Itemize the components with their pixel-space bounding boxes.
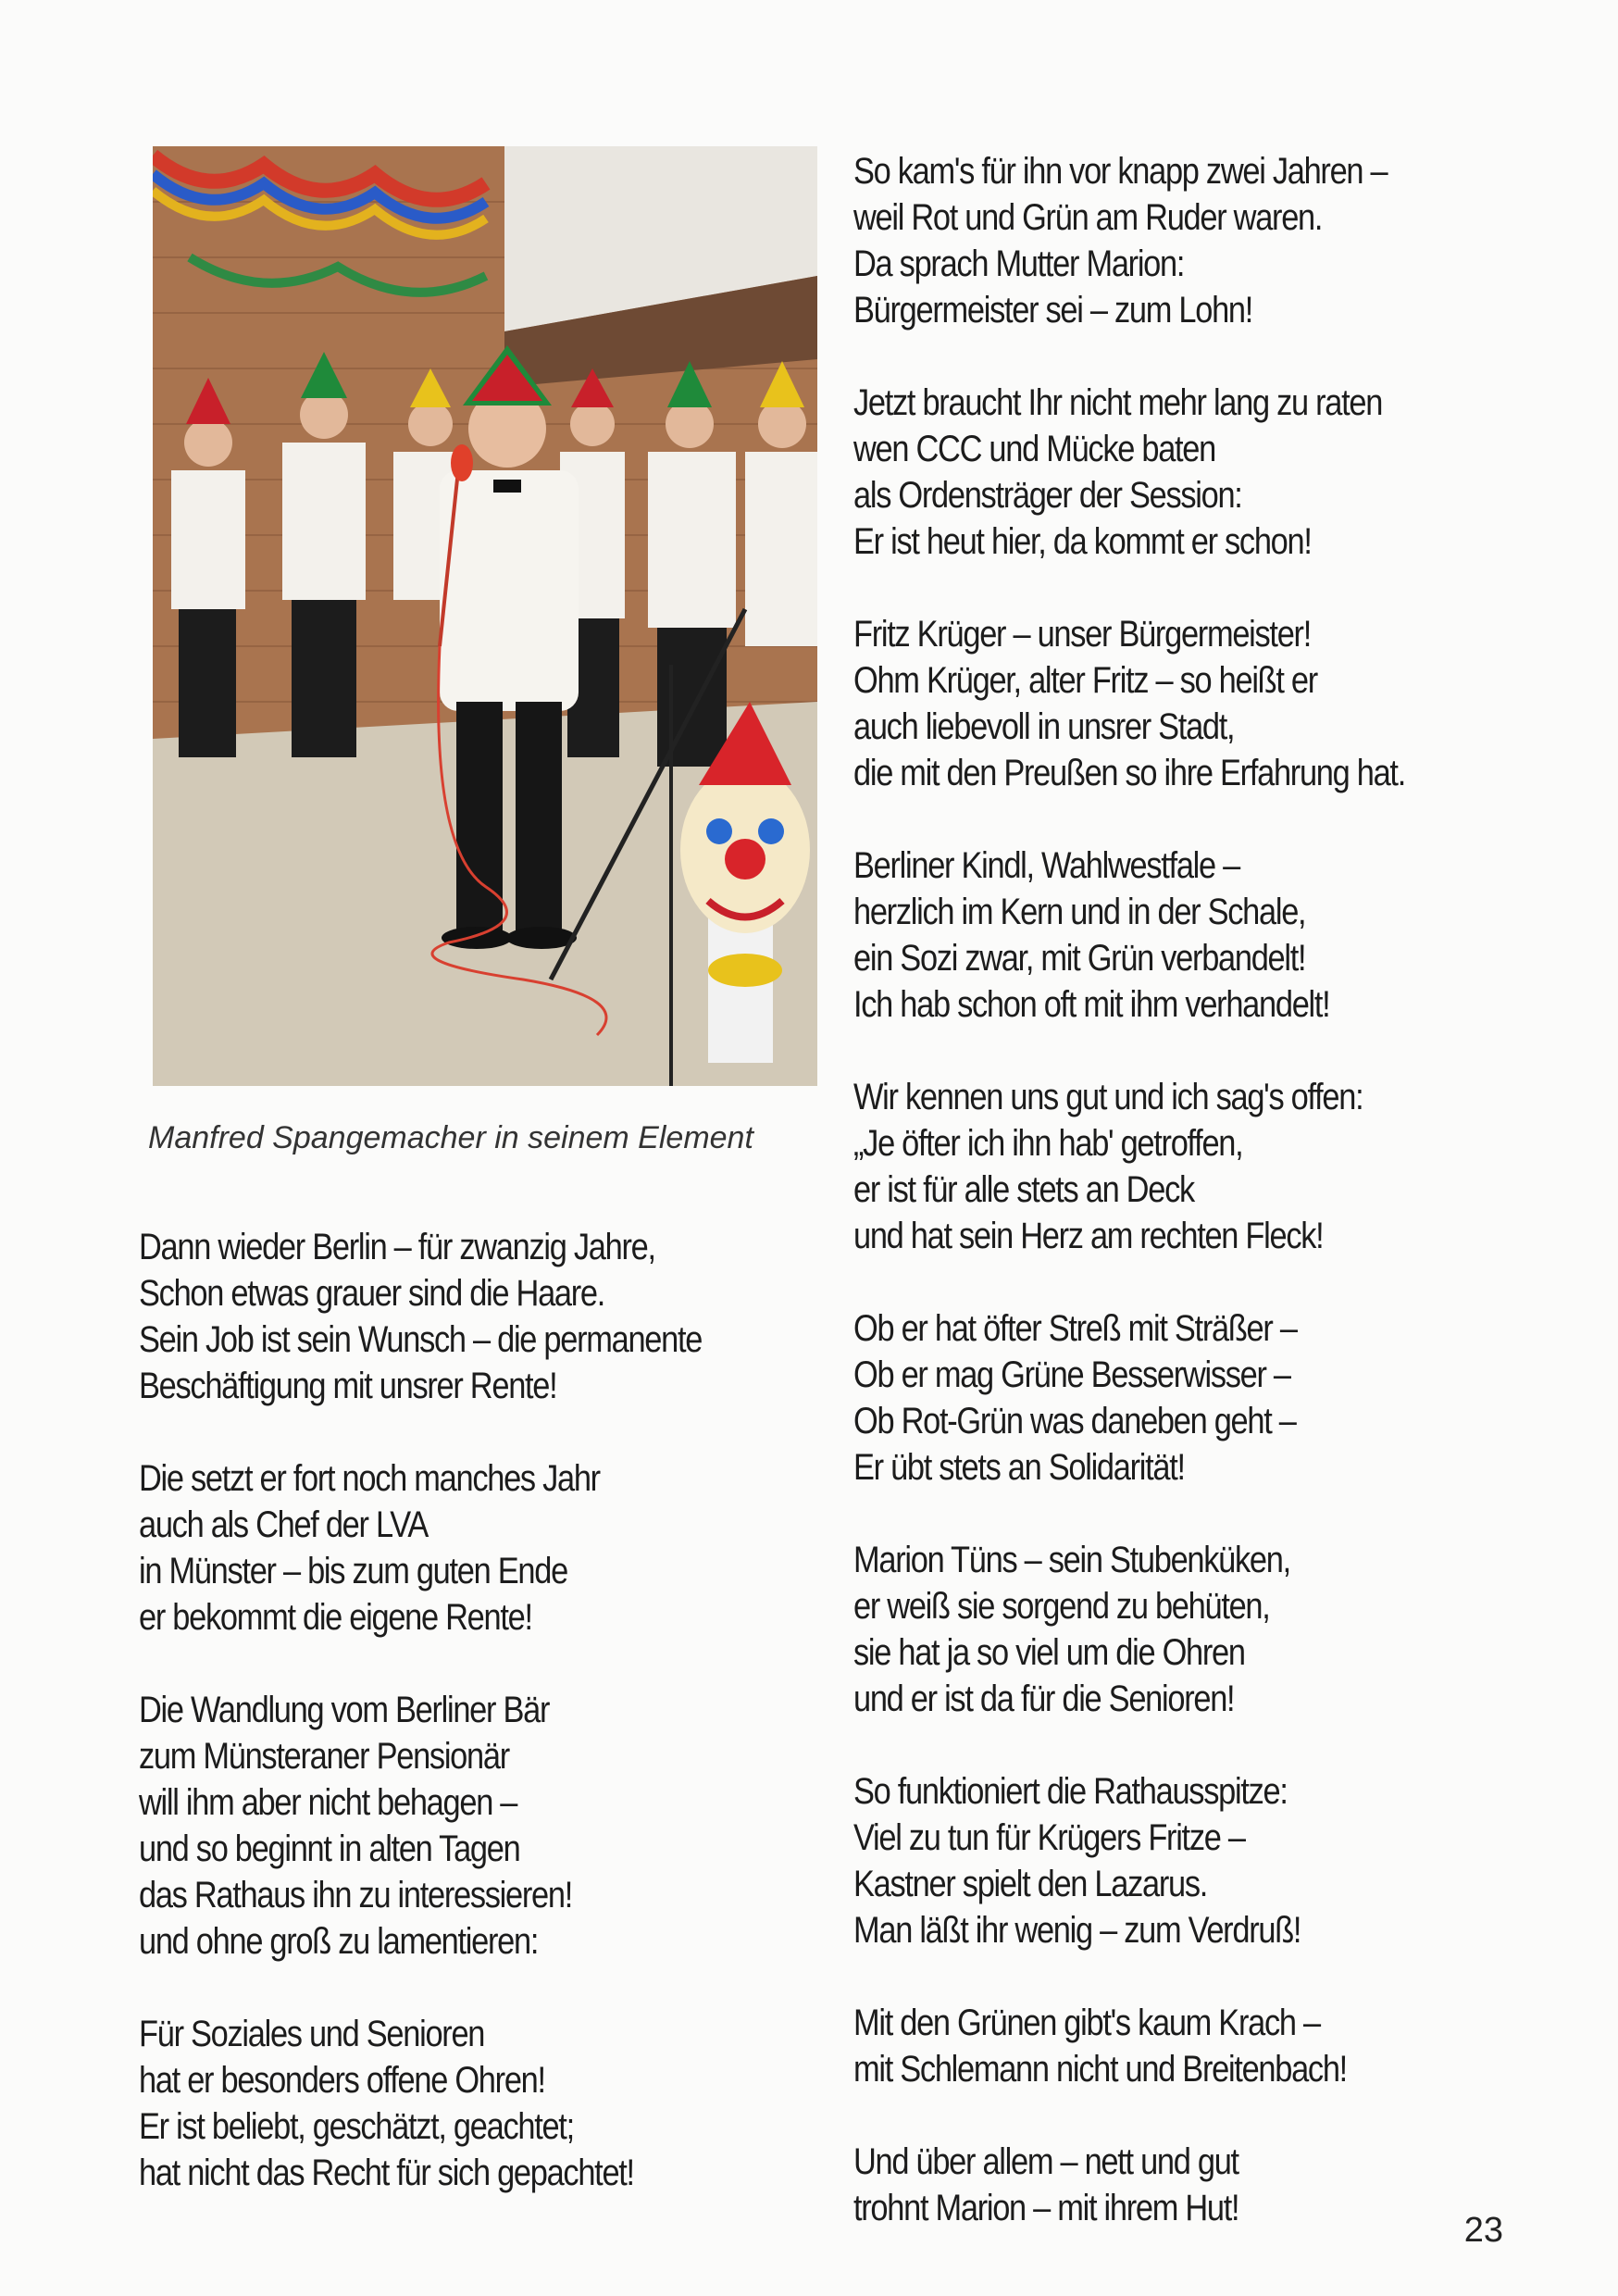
verse-line: er ist für alle stets an Deck <box>853 1169 1194 1210</box>
verse-line: das Rathaus ihn zu interessieren! <box>139 1875 572 1915</box>
stanza <box>853 1305 1557 1491</box>
verse-line: Ich hab schon oft mit ihm verhandelt! <box>853 984 1330 1025</box>
poem-left-column <box>139 1224 815 2242</box>
verse-line: Die setzt er fort noch manches Jahr <box>139 1458 600 1499</box>
stanza <box>853 148 1557 333</box>
verse-line: Er ist heut hier, da kommt er schon! <box>853 521 1312 562</box>
verse-line: in Münster – bis zum guten Ende <box>139 1551 567 1591</box>
verse-line: Die Wandlung vom Berliner Bär <box>139 1690 550 1730</box>
verse-line: und so beginnt in alten Tagen <box>139 1828 520 1869</box>
verse-line: ein Sozi zwar, mit Grün verbandelt! <box>853 938 1306 979</box>
verse-line: zum Münsteraner Pensionär <box>139 1736 509 1777</box>
verse-line: Da sprach Mutter Marion: <box>853 243 1185 284</box>
verse-line: auch liebevoll in unsrer Stadt, <box>853 706 1235 747</box>
stanza <box>853 380 1557 565</box>
stanza <box>139 1224 815 1409</box>
stanza <box>853 2139 1557 2231</box>
stanza <box>853 611 1557 796</box>
verse-line: er weiß sie sorgend zu behüten, <box>853 1586 1270 1627</box>
verse-line: Bürgermeister sei – zum Lohn! <box>853 290 1253 331</box>
verse-line: weil Rot und Grün am Ruder waren. <box>853 197 1323 238</box>
verse-line: Ohm Krüger, alter Fritz – so heißt er <box>853 660 1317 701</box>
verse-line: hat er besonders offene Ohren! <box>139 2060 545 2101</box>
verse-line: Fritz Krüger – unser Bürgermeister! <box>853 614 1311 655</box>
verse-line: Ob er hat öfter Streß mit Sträßer – <box>853 1308 1297 1349</box>
photo-illustration <box>153 146 817 1086</box>
verse-line: und er ist da für die Senioren! <box>853 1678 1235 1719</box>
verse-line: Mit den Grünen gibt's kaum Krach – <box>853 2003 1320 2043</box>
verse-line: Dann wieder Berlin – für zwanzig Jahre, <box>139 1227 655 1267</box>
verse-line: Ob Rot-Grün was daneben geht – <box>853 1401 1296 1441</box>
verse-line: Viel zu tun für Krügers Fritze – <box>853 1817 1245 1858</box>
verse-line: die mit den Preußen so ihre Erfahrung hat. <box>853 753 1405 793</box>
verse-line: Jetzt braucht Ihr nicht mehr lang zu raten <box>853 382 1383 423</box>
verse-line: hat nicht das Recht für sich gepachtet! <box>139 2152 634 2193</box>
stanza <box>853 1537 1557 1722</box>
verse-line: Schon etwas grauer sind die Haare. <box>139 1273 605 1314</box>
stanza <box>853 842 1557 1028</box>
verse-line: sie hat ja so viel um die Ohren <box>853 1632 1245 1673</box>
verse-line: Ob er mag Grüne Besserwisser – <box>853 1354 1290 1395</box>
verse-line: Beschäftigung mit unsrer Rente! <box>139 1366 557 1406</box>
stanza <box>853 1768 1557 1953</box>
verse-line: und ohne groß zu lamentieren: <box>139 1921 539 1962</box>
verse-line: Marion Tüns – sein Stubenküken, <box>853 1540 1290 1580</box>
verse-line: So kam's für ihn vor knapp zwei Jahren – <box>853 151 1388 192</box>
verse-line: Er übt stets an Solidarität! <box>853 1447 1185 1488</box>
verse-line: So funktioniert die Rathausspitze: <box>853 1771 1288 1812</box>
verse-line: Er ist beliebt, geschätzt, geachtet; <box>139 2106 574 2147</box>
verse-line: Wir kennen uns gut und ich sag's offen: <box>853 1077 1363 1117</box>
verse-line: Und über allem – nett und gut <box>853 2141 1238 2182</box>
verse-line: Berliner Kindl, Wahlwestfale – <box>853 845 1239 886</box>
stanza <box>853 2000 1557 2092</box>
poem-right-column <box>853 148 1557 2277</box>
verse-line: als Ordensträger der Session: <box>853 475 1242 516</box>
verse-line: will ihm aber nicht behagen – <box>139 1782 517 1823</box>
verse-line: Sein Job ist sein Wunsch – die permanente <box>139 1319 703 1360</box>
verse-line: er bekommt die eigene Rente! <box>139 1597 532 1638</box>
verse-line: herzlich im Kern und in der Schale, <box>853 892 1306 932</box>
stanza <box>139 2011 815 2196</box>
photo-caption: Manfred Spangemacher in seinem Element <box>148 1120 753 1155</box>
stanza <box>139 1455 815 1641</box>
verse-line: „Je öfter ich ihn hab' getroffen, <box>853 1123 1243 1164</box>
verse-line: wen CCC und Mücke baten <box>853 429 1215 469</box>
verse-line: auch als Chef der LVA <box>139 1504 429 1545</box>
event-photo <box>153 146 817 1086</box>
verse-line: Kastner spielt den Lazarus. <box>853 1864 1208 1904</box>
verse-line: Man läßt ihr wenig – zum Verdruß! <box>853 1910 1301 1951</box>
stanza <box>853 1074 1557 1259</box>
verse-line: trohnt Marion – mit ihrem Hut! <box>853 2188 1239 2228</box>
stanza <box>139 1687 815 1965</box>
page-number: 23 <box>1463 2211 1503 2250</box>
verse-line: Für Soziales und Senioren <box>139 2014 485 2054</box>
verse-line: mit Schlemann nicht und Breitenbach! <box>853 2049 1347 2090</box>
verse-line: und hat sein Herz am rechten Fleck! <box>853 1216 1324 1256</box>
